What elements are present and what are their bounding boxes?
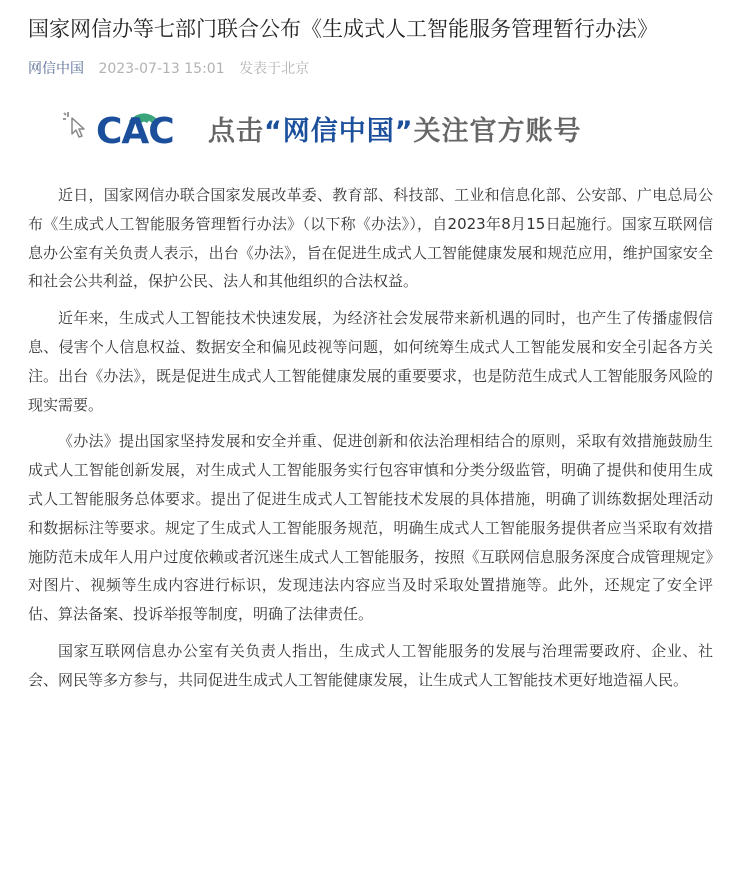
cac-logo-text: CAC <box>96 111 174 152</box>
cta-prefix: 点击 <box>208 116 264 147</box>
article-title: 国家网信办等七部门联合公布《生成式人工智能服务管理暂行办法》 <box>28 17 658 41</box>
account-name-link[interactable]: 网信中国 <box>28 61 84 77</box>
cta-brand: “网信中国” <box>264 116 414 147</box>
paragraph: 《办法》提出国家坚持发展和安全并重、促进创新和依法治理相结合的原则，采取有效措施鼓励生成式人工智能创新发展，对生成式人工智能服务实行包容审慎和分类分级监管，明确了提供和使用生成式人工智能服务总体要求。提出了促进生成式人工智能技术发展的具体措施，明确了训练数据处理活动和数据标注等要求。规定了生成式人工智能服务规范，明确生成式人工智能服务提供者应当采取有效措施防范未成年人用户过度依赖或者沉迷生成式人工智能服务，按照《互联网信息服务深度合成管理规定》对图片、视频等生成内容进行标识，发现违法内容应当及时采取处置措施等。此外，还规定了安全评估、算法备案、投诉举报等制度，明确了法律责任。 <box>28 432 713 624</box>
follow-cta[interactable] <box>208 114 582 150</box>
publish-time: 2023-07-13 15:01 <box>98 61 225 77</box>
publish-location: 发表于北京 <box>239 61 310 77</box>
paragraph: 国家互联网信息办公室有关负责人指出，生成式人工智能服务的发展与治理需要政府、企业、社会、网民等多方参与，共同促进生成式人工智能健康发展，让生成式人工智能技术更好地造福人民。 <box>28 641 713 689</box>
article-body <box>28 181 713 703</box>
pointer-cursor-icon <box>62 110 90 138</box>
follow-banner[interactable] <box>60 104 700 160</box>
cta-suffix: 关注官方账号 <box>413 116 582 147</box>
cac-logo <box>96 108 192 154</box>
paragraph: 近日，国家网信办联合国家发展改革委、教育部、科技部、工业和信息化部、公安部、广电总局公布《生成式人工智能服务管理暂行办法》（以下称《办法》），自2023年8月15日起施行。国家互联网信息办公室有关负责人表示，出台《办法》，旨在促进生成式人工智能健康发展和规范应用，维护国家安全和社会公共利益，保护公民、法人和其他组织的合法权益。 <box>28 186 713 291</box>
article-meta <box>28 59 309 79</box>
paragraph: 近年来，生成式人工智能技术快速发展，为经济社会发展带来新机遇的同时，也产生了传播虚假信息、侵害个人信息权益、数据安全和偏见歧视等问题，如何统筹生成式人工智能发展和安全引起各方关注。出台《办法》，既是促进生成式人工智能健康发展的重要要求，也是防范生成式人工智能服务风险的现实需要。 <box>28 309 713 414</box>
